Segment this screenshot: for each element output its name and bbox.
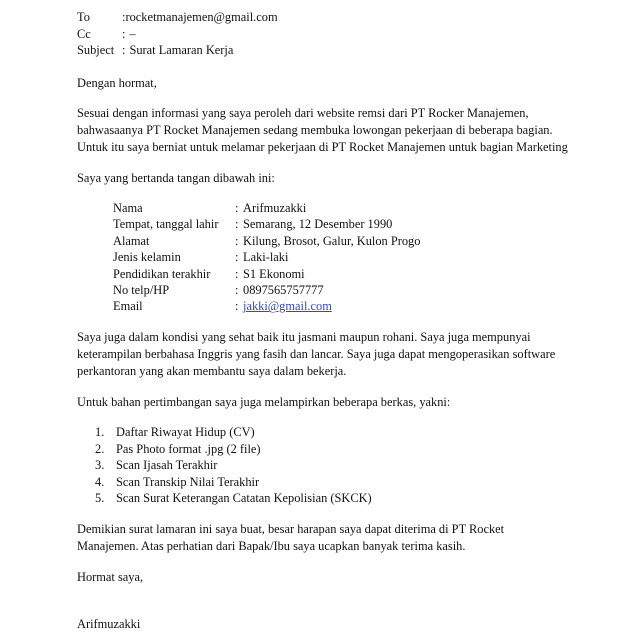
- list-item-number: 2.: [95, 441, 105, 456]
- closing-paragraph: Demikian surat lamaran ini saya buat, besar harapan saya dapat diterima di PT Rocket Manajemen. Atas perhatian dari Bapak/Ibu saya ucapkan banyak terima kasih.: [77, 521, 505, 554]
- identity-value: Laki-laki: [243, 250, 289, 265]
- table-row: [113, 216, 420, 232]
- table-row: [113, 282, 420, 298]
- identity-value: Semarang, 12 Desember 1990: [243, 217, 393, 232]
- identity-separator: :: [235, 217, 239, 232]
- qualification-paragraph: Saya juga dalam kondisi yang sehat baik itu jasmani maupun rohani. Saya juga mempunyai keterampilan berbahasa Inggris yang fasih dan lancar. Saya juga dapat mengoperasikan software perkantoran yang akan membantu saya dalam bekerja.: [77, 329, 556, 379]
- identity-table-body: [113, 200, 420, 315]
- identity-separator: :: [235, 250, 239, 265]
- identity-value: 0897565757777: [243, 283, 324, 298]
- list-item-number: 5.: [95, 491, 105, 506]
- list-item: [77, 424, 568, 441]
- table-row: [113, 266, 420, 282]
- list-item-number: 1.: [95, 425, 105, 440]
- to-separator: :: [122, 10, 126, 24]
- subject-label: Subject: [77, 43, 115, 57]
- header-row-to: [77, 9, 568, 26]
- identity-label: Tempat, tanggal lahir: [113, 217, 219, 232]
- identity-label: Email: [113, 299, 143, 314]
- identity-value: Kilung, Brosot, Galur, Kulon Progo: [243, 233, 421, 248]
- salutation: Dengan hormat,: [77, 75, 157, 90]
- list-item: [77, 490, 568, 507]
- identity-label: No telp/HP: [113, 283, 170, 298]
- list-item-number: 4.: [95, 474, 105, 489]
- cc-separator: :: [122, 26, 126, 41]
- identity-table: [113, 200, 420, 315]
- identity-value: S1 Ekonomi: [243, 266, 305, 281]
- attachments-intro: Untuk bahan pertimbangan saya juga melampirkan beberapa berkas, yakni:: [77, 394, 451, 409]
- cc-value: –: [129, 26, 136, 41]
- identity-intro: Saya yang bertanda tangan dibawah ini:: [77, 170, 275, 185]
- list-item-label: Scan Transkip Nilai Terakhir: [116, 474, 260, 489]
- list-item-number: 3.: [95, 458, 105, 473]
- identity-separator: :: [235, 266, 239, 281]
- subject-separator: :: [122, 43, 126, 57]
- list-item-label: Daftar Riwayat Hidup (CV): [116, 425, 255, 440]
- identity-separator: :: [235, 299, 239, 314]
- subject-value: Surat Lamaran Kerja: [129, 43, 234, 57]
- signature-closing: Hormat saya,: [77, 569, 144, 584]
- list-item: [77, 457, 568, 474]
- identity-separator: :: [235, 233, 239, 248]
- identity-label: Alamat: [113, 233, 150, 248]
- cc-label: Cc: [77, 26, 91, 41]
- identity-value-email: [243, 298, 420, 314]
- table-row: [113, 298, 420, 314]
- list-item: [77, 474, 568, 491]
- to-value: rocketmanajemen@gmail.com: [125, 10, 278, 24]
- identity-label: Jenis kelamin: [113, 250, 181, 265]
- table-row: [113, 233, 420, 249]
- header-row-cc: [77, 26, 568, 43]
- table-row: [113, 249, 420, 265]
- attachments-list: [77, 424, 568, 507]
- list-item-label: Pas Photo format .jpg (2 file): [116, 441, 261, 456]
- list-item-label: Scan Ijasah Terakhir: [116, 458, 218, 473]
- identity-label: Nama: [113, 200, 143, 215]
- list-item: [77, 441, 568, 458]
- to-label: To: [77, 10, 90, 24]
- signature-block: [77, 569, 568, 633]
- list-item-label: Scan Surat Keterangan Catatan Kepolisian (SKCK): [116, 491, 372, 506]
- table-row: [113, 200, 420, 216]
- identity-separator: :: [235, 283, 239, 298]
- header-row-subject: [77, 42, 568, 59]
- letter-header: [77, 9, 568, 59]
- identity-separator: :: [235, 200, 239, 215]
- email-link[interactable]: jakki@gmail.com: [243, 299, 332, 314]
- identity-value: Arifmuzakki: [243, 200, 307, 215]
- identity-label: Pendidikan terakhir: [113, 266, 211, 281]
- signature-space: [77, 586, 568, 616]
- intro-paragraph: Sesuai dengan informasi yang saya peroleh dari website remsi dari PT Rocker Manajemen, bahwasaanya PT Rocket Manajemen sedang membuka lowongan pekerjaan di beberapa bagian. Untuk itu saya berniat untuk melamar pekerjaan di PT Rocket Manajemen untuk bagian Marketing: [77, 105, 568, 155]
- signature-name: Arifmuzakki: [77, 616, 141, 631]
